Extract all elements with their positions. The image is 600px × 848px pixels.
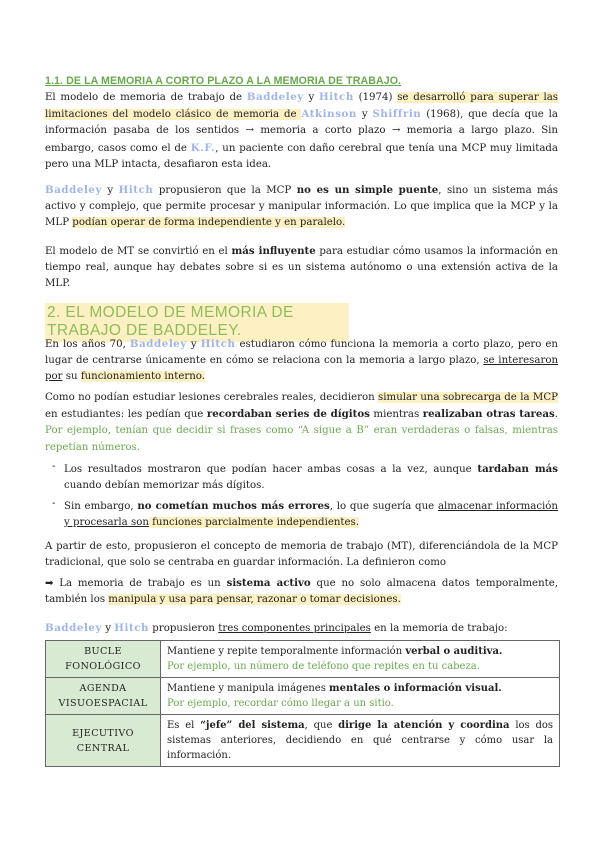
components-table	[45, 640, 560, 767]
paragraph-components-intro: Baddeley y Hitch propusieron tres componentes principales en la memoria de trabajo:	[45, 622, 508, 634]
component-description: Es el “jefe” del sistema, que dirige la atención y coordina los dos sistemas anteriores, decidiendo en qué centrarse y cómo usar la información.	[161, 715, 560, 767]
component-description: Mantiene y manipula imágenes mentales o información visual. Por ejemplo, recordar cómo llegar a un sitio.	[161, 678, 560, 715]
arrow-right-icon: ➡	[45, 578, 54, 589]
component-description: Mantiene y repite temporalmente información verbal o auditiva. Por ejemplo, un número de teléfono que repites en tu cabeza.	[161, 641, 560, 678]
author-hitch: Hitch	[319, 91, 354, 103]
patient-kf: K.F.	[190, 141, 216, 154]
table-row	[46, 678, 560, 715]
paragraph-mt-concept: A partir de esto, propusieron el concepto de memoria de trabajo (MT), diferenciándola de la MCP tradicional, que solo se centraba en guardar información. La definieron como	[45, 541, 558, 569]
paragraph-mt-influence: El modelo de MT se convirtió en el más influyente para estudiar cómo usamos la información en tiempo real, aunque hay debates sobre si es un sistema autónomo o una extensión activa de la MLP.	[45, 245, 558, 290]
bullet-errors: Sin embargo, no cometían muchos más errores, lo que sugería que almacenar información y procesarla son funciones parcialmente independientes.	[64, 500, 558, 529]
table-row	[46, 715, 560, 767]
paragraph-mt-definition: ➡ La memoria de trabajo es un sistema activo que no solo almacena datos temporalmente, también los manipula y usa para pensar, razonar o tomar decisiones.	[45, 577, 558, 606]
section-heading-2: 2. EL MODELO DE MEMORIA DE TRABAJO DE BADDELEY.	[45, 303, 349, 342]
component-label: AGENDA VISUOESPACIAL	[46, 678, 161, 715]
author-shiffrin: Shiffrin	[372, 108, 422, 121]
table-row	[46, 641, 560, 678]
paragraph-mt-origin: El modelo de memoria de trabajo de Baddeley y Hitch (1974) se desarrolló para superar las limitaciones del modelo clásico de memoria de Atkinson y Shiffrin (1968), que decía que la información pasaba de los sentidos → memoria a corto plazo → memoria a largo plazo. Sin embargo, casos como el de K.F., un paciente con daño cerebral que tenía una MCP muy limitada pero una MLP intacta, desafiaron esta idea.	[45, 91, 559, 170]
bullet-dash: -	[52, 461, 56, 472]
paragraph-experiment: Como no podían estudiar lesiones cerebrales reales, decidieron simular una sobrecarga de la MCP en estudiantes: les pedían que recordaban series de dígitos mientras realizaban otras tareas. Por ejemplo, tenían que decidir si frases como “A sigue a B” eran verdaderas o falsas, mientras repetían números.	[45, 392, 558, 453]
paragraph-mcp-active: Baddeley y Hitch propusieron que la MCP no es un simple puente, sino un sistema más activo y complejo, que permite procesar y manipular información. Lo que implica que la MCP y la MLP podían operar de forma independiente y en paralelo.	[45, 184, 559, 229]
component-label: BUCLE FONOLÓGICO	[46, 641, 161, 678]
component-label: EJECUTIVO CENTRAL	[46, 715, 161, 767]
section-heading-1-1: 1.1. DE LA MEMORIA A CORTO PLAZO A LA MEMORIA DE TRABAJO.	[45, 75, 402, 87]
paragraph-70s-study: En los años 70, Baddeley y Hitch estudiaron cómo funciona la memoria a corto plazo, pero en lugar de centrarse únicamente en cómo se relaciona con la memoria a largo plazo, se interesaron por su funcionamiento interno.	[45, 338, 559, 383]
bullet-results: Los resultados mostraron que podían hacer ambas cosas a la vez, aunque tardaban más cuando debían memorizar más dígitos.	[64, 463, 558, 492]
author-baddeley: Baddeley	[246, 91, 304, 103]
bullet-dash: -	[52, 498, 56, 509]
author-atkinson: Atkinson	[301, 108, 357, 121]
